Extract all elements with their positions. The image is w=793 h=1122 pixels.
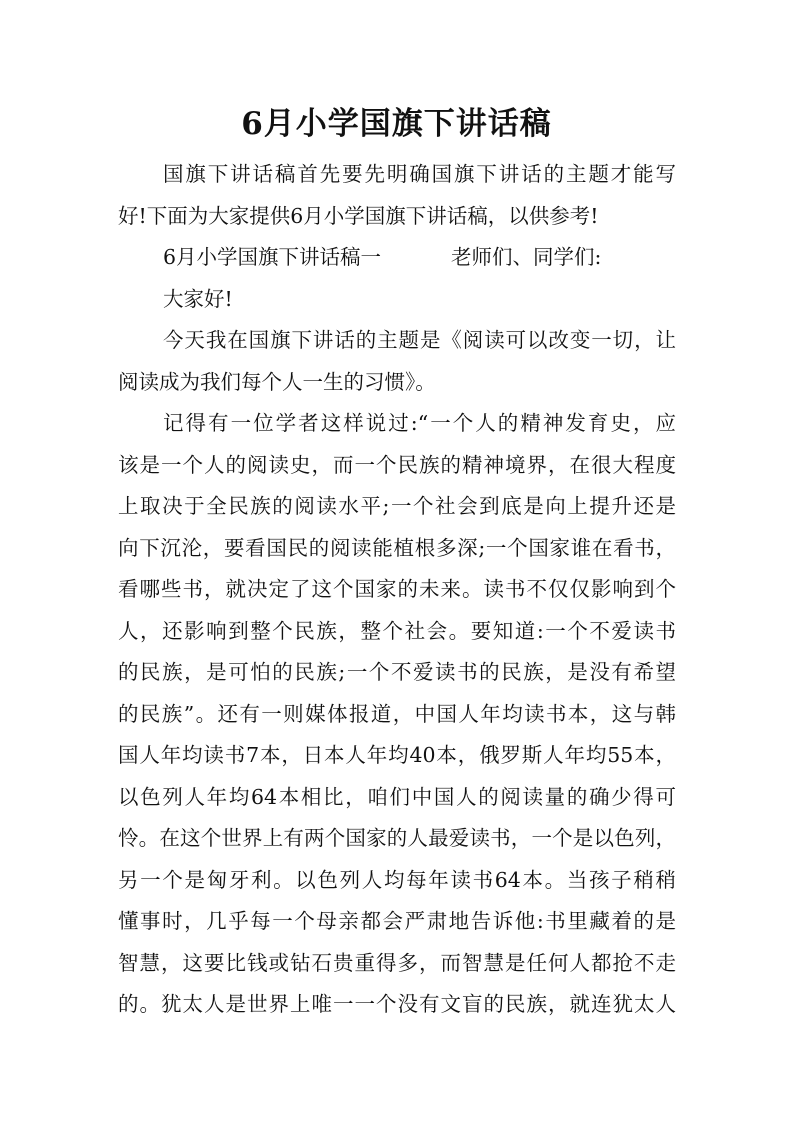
text-line-content: 上取决于全民族的阅读水平;一个社会到底是向上提升还是 — [118, 494, 676, 518]
text-line — [118, 486, 676, 528]
text-line — [118, 237, 676, 279]
text-line — [118, 652, 676, 694]
text-line — [118, 984, 676, 1026]
text-line-content: 好!下面为大家提供6月小学国旗下讲话稿，以供参考! — [118, 203, 599, 228]
text-line-content: 的民族，是可怕的民族;一个不爱读书的民族，是没有希望 — [118, 660, 676, 684]
text-line-content: 看哪些书，就决定了这个国家的未来。读书不仅仅影响到个 — [118, 577, 676, 601]
text-line — [118, 279, 676, 321]
document-title: 6月小学国旗下讲话稿 — [241, 106, 552, 142]
text-line — [118, 860, 676, 902]
text-line-content: 的。犹太人是世界上唯一一个没有文盲的民族，就连犹太人 — [118, 992, 676, 1016]
text-line — [118, 901, 676, 943]
text-line — [118, 403, 676, 445]
text-line-content: 阅读成为我们每个人一生的习惯》。 — [118, 369, 436, 394]
document-body — [118, 154, 676, 1026]
text-line-content: 国旗下讲话稿首先要先明确国旗下讲话的主题才能写 — [163, 162, 676, 186]
text-line-content: 怜。在这个世界上有两个国家的人最爱读书，一个是以色列， — [118, 826, 676, 850]
text-line — [118, 362, 676, 404]
text-line-content: 该是一个人的阅读史，而一个民族的精神境界，在很大程度 — [118, 452, 676, 477]
text-line — [118, 569, 676, 611]
text-line — [118, 694, 676, 736]
text-line-content: 的民族”。还有一则媒体报道，中国人年均读书本，这与韩 — [118, 701, 676, 726]
text-line-content: 大家好! — [163, 286, 233, 311]
text-line-content: 6月小学国旗下讲话稿一 — [163, 245, 382, 269]
text-line-content: 以色列人年均64本相比，咱们中国人的阅读量的确少得可 — [118, 784, 676, 809]
text-line-content: 另一个是匈牙利。以色列人均每年读书64本。当孩子稍稍 — [118, 867, 676, 892]
text-line-content: 向下沉沦，要看国民的阅读能植根多深;一个国家谁在看书， — [118, 535, 676, 560]
text-line-content: 懂事时，几乎每一个母亲都会严肃地告诉他:书里藏着的是 — [118, 909, 676, 933]
text-line-content: 智慧，这要比钱或钻石贵重得多，而智慧是任何人都抢不走 — [118, 950, 676, 975]
text-line — [118, 445, 676, 487]
text-line-content: 老师们、同学们: — [451, 245, 602, 269]
text-line — [118, 320, 676, 362]
text-line-content: 今天我在国旗下讲话的主题是《阅读可以改变一切，让 — [163, 328, 676, 352]
text-line-content: 国人年均读书7本，日本人年均40本，俄罗斯人年均55本， — [118, 743, 676, 767]
text-line — [118, 154, 676, 196]
text-line — [118, 528, 676, 570]
text-line — [118, 735, 676, 777]
text-line — [118, 611, 676, 653]
text-line — [118, 777, 676, 819]
text-line-content: 记得有一位学者这样说过:“一个人的精神发育史，应 — [163, 411, 676, 435]
text-line-content: 人，还影响到整个民族，整个社会。要知道:一个不爱读书 — [118, 618, 676, 643]
text-line — [118, 818, 676, 860]
text-line — [118, 196, 676, 238]
text-line — [118, 943, 676, 985]
